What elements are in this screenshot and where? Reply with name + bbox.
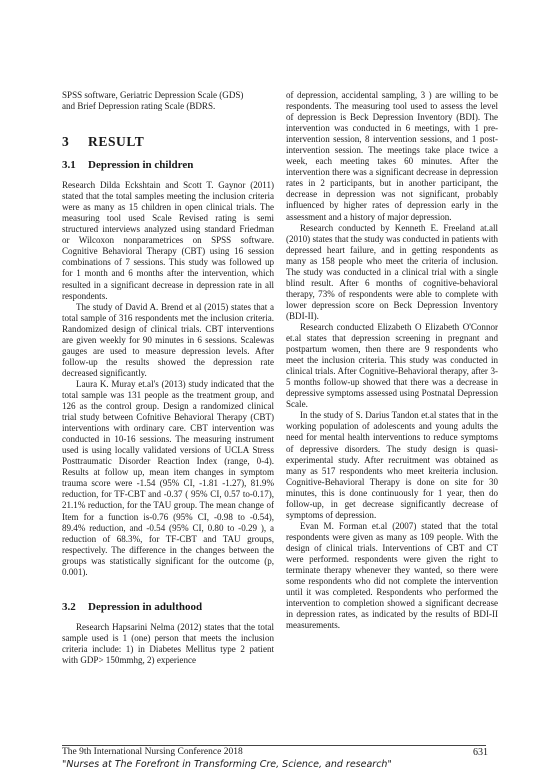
intro-paragraph: SPSS software, Geriatric Depression Scale (GDS) and Brief Depression rating Scale (BDRS.	[62, 90, 244, 112]
section-heading-result	[62, 134, 274, 150]
right-column	[286, 90, 498, 631]
footer-motto: "Nurses at The Forefront in Transforming Cre, Science, and research"	[62, 759, 392, 770]
subsection-title: Depression in adulthood	[88, 600, 203, 613]
body-paragraph: The study of David A. Brend et al (2015) states that a total sample of 316 respondents met the inclusion criteria. Randomized design of clinical trials. CBT interventions are given weekly for 90 minutes in 6 sessions. Scalewas gauges are used to measure depression levels. After follow-up the results showed the depression rate decreased significantly.	[62, 301, 274, 378]
footer-conference: The 9th International Nursing Conference 2018	[62, 747, 243, 757]
body-paragraph: of depression, accidental sampling, 3 ) are willing to be respondents. The measuring tool used to assess the level of depression is Beck Depression Inventory (BDI). The intervention was conducted in 6 meetings, with 1 pre-intervention session, 8 intervention sessions, and 1 post-intervention session. The meetings take place twice a week, each meeting takes 60 minutes. After the intervention there was a significant decrease in depression rates in 2 participants, but in another participant, the decrease in depression was not significant, probably influenced by higher rates of depression early in the assessment and a history of major depression.	[286, 90, 498, 222]
body-paragraph: Laura K. Muray et.al's (2013) study indicated that the total sample was 131 people as the treatment group, and 126 as the control group. Design a randomized clinical trial study between Cofnitive Behavioral Therapy (CBT) interventions with ordinary care. CBT intervention was conducted in 10-16 sessions. The measuring instrument used is using locally validated versions of UCLA Stress Posttraumatic Disorder Reaction Index (range, 0-4). Results at follow up, mean item changes in symptom trauma score were -1.54 (95% CI, -1.81 -1.27), 81.9% reduction, for TF-CBT and -0.37 ( 95% CI, 0.57 to-0.17), 21.1% reduction, for the TAU group. The mean change of Item for a function is-0.76 (95% CI, -0.98 to -0.54), 89.4% reduction, and -0.54 (95% CI, 0.80 to -0.29 ), a reduction of 68.3%, for TF-CBT and TAU groups, respectively. The difference in the changes between the groups was statistically significant for the outcome (p, 0.001).	[62, 378, 274, 577]
section-number: 3	[62, 134, 70, 150]
subsection-heading-children	[62, 158, 274, 172]
body-paragraph: Research Hapsarini Nelma (2012) states that the total sample used is 1 (one) person that meets the inclusion criteria include: 1) in Diabetes Mellitus type 2 patient with GDP> 150mmhg, 2) experience	[62, 621, 274, 665]
subsection-heading-adulthood	[62, 600, 274, 614]
page-number: 631	[473, 747, 488, 758]
subsection-title: Depression in children	[88, 159, 194, 172]
subsection-number: 3.1	[62, 159, 76, 172]
section-title: RESULT	[88, 134, 145, 150]
left-column	[62, 90, 274, 666]
subsection-number: 3.2	[62, 600, 76, 613]
body-paragraph: Evan M. Forman et.al (2007) stated that the total respondents were given as many as 109 people. With the design of clinical trials. Interventions of CBT and CT were performed. respondents were given the right to terminate therapy whenever they wanted, so there were some respondents who did not complete the intervention until it was completed. Respondents who performed the intervention to completion showed a significant decrease in depression rates, as indicated by the results of BDI-II measurements.	[286, 520, 498, 631]
body-paragraph: Research Dilda Eckshtain and Scott T. Gaynor (2011) stated that the total samples meeting the inclusion criteria were as many as 15 children in open clinical trials. The measuring tool used Scale Revised rating is semi structured interviews analyzed using standard Friedman or Wilcoxon nonparametrices on SPSS software. Cognitive Behavioral Therapy (CBT) using 16 session combinations of 7 sessions. This study was followed up for 1 month and 6 months after the intervention, which resulted in a significant decrease in depression rate in all respondents.	[62, 180, 274, 301]
footer-divider	[62, 745, 486, 746]
body-paragraph: Research conducted Elizabeth O Elizabeth O'Connor et.al states that depression screening in pregnant and postpartum women, then there are 9 respondents who meet the inclusion criteria. This study was conducted in clinical trials. After Cognitive-Behavioral therapy, after 3-5 months follow-up showed that there was a decrease in depressive symptoms assessed using Postnatal Depression Scale.	[286, 321, 498, 410]
body-paragraph: In the study of S. Darius Tandon et.al states that in the working population of adolescents and young adults the need for mental health interventions to reduce symptoms of depressive disorders. The study design is quasi-experimental study. After recruitment was obtained as many as 517 respondents who meet kreiteria inclusion. Cognitive-Behavioral Therapy is done on site for 30 minutes, this is done continuously for 1 year, then do follow-up, in get decrease significantly decrease of symptoms of depression.	[286, 410, 498, 520]
body-paragraph: Research conducted by Kenneth E. Freeland at.all (2010) states that the study was conducted in patients with depressed heart failure, and in getting respondents as many as 158 people who meet the criteria of inclusion. The study was conducted in a clinical trial with a single blind result. After 6 months of cognitive-behavioral therapy, 73% of respondents were able to complete with lower depression score on Beck Depression Inventory (BDI-II).	[286, 222, 498, 321]
